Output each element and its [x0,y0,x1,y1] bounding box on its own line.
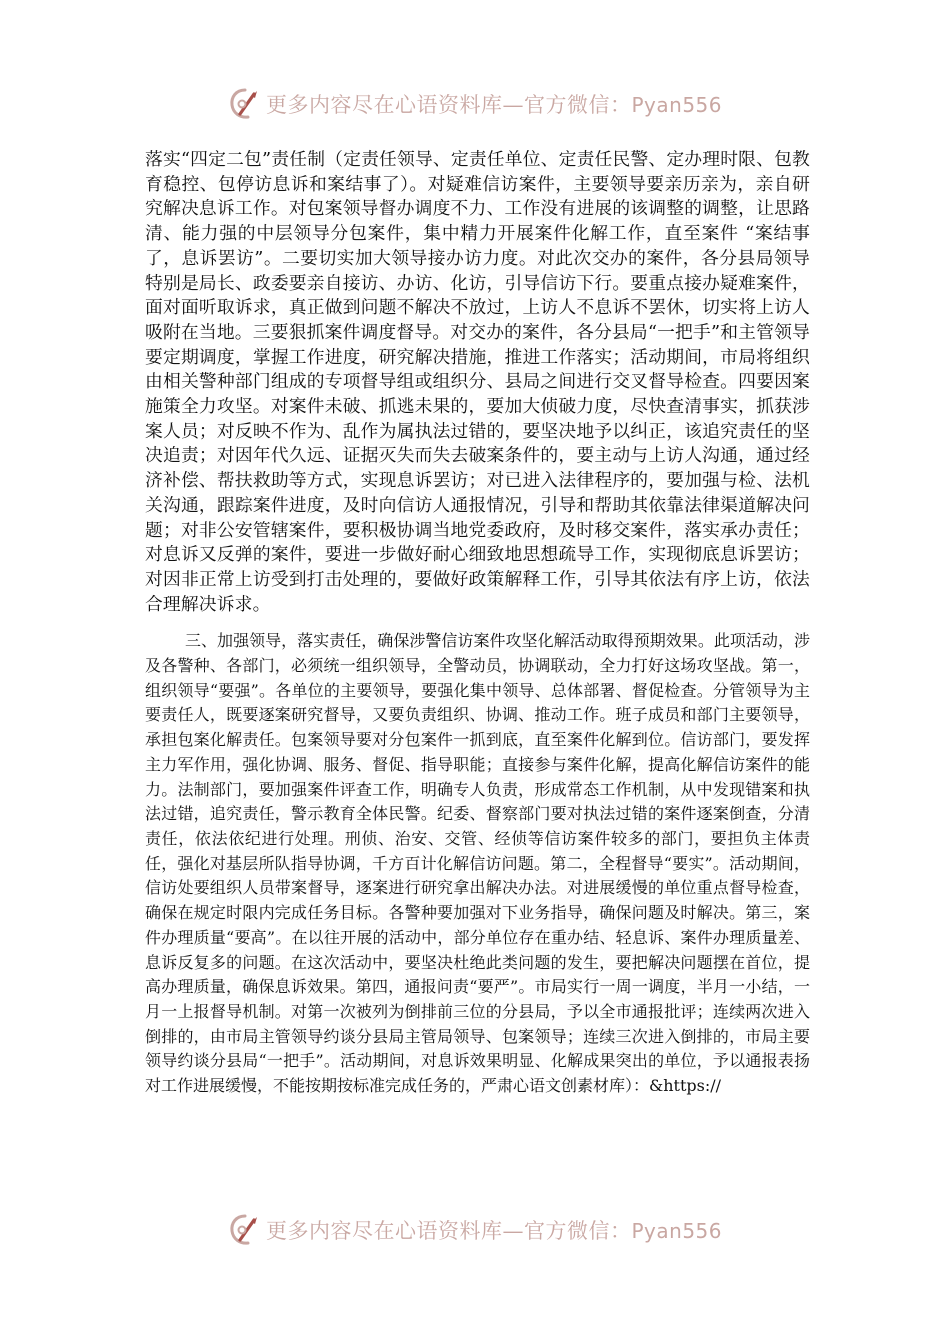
watermark-text: 更多内容尽在心语资料库—官方微信： [266,1219,632,1243]
document-body [145,148,810,1099]
watermark-header [228,84,748,124]
brand-logo-icon [228,87,262,121]
watermark-text: 更多内容尽在心语资料库—官方微信： [266,93,632,117]
paragraph-2: 三、加强领导，落实责任，确保涉警信访案件攻坚化解活动取得预期效果。此项活动，涉及各警种、各部门，必须统一组织领导，全警动员，协调联动，全力打好这场攻坚战。第一，组织领导“要强”。各单位的主要领导，要强化集中领导、总体部署、督促检查。分管领导为主要责任人，既要逐案研究督导，又要负责组织、协调、推动工作。班子成员和部门主要领导，承担包案化解责任。包案领导要对分包案件一抓到底，直至案件化解到位。信访部门，要发挥主力军作用，强化协调、服务、督促、指导职能；直接参与案件化解，提高化解信访案件的能力。法制部门，要加强案件评查工作，明确专人负责，形成常态工作机制，从中发现错案和执法过错，追究责任，警示教育全体民警。纪委、督察部门要对执法过错的案件逐案倒查，分清责任，依法依纪进行处理。刑侦、治安、交管、经侦等信访案件较多的部门，要担负主体责任，强化对基层所队指导协调，千方百计化解信访问题。第二，全程督导“要实”。活动期间，信访处要组织人员带案督导，逐案进行研究拿出解决办法。对进展缓慢的单位重点督导检查，确保在规定时限内完成任务目标。各警种要加强对下业务指导，确保问题及时解决。第三，案件办理质量“要高”。在以往开展的活动中，部分单位存在重办结、轻息诉、案件办理质量差、息诉反复多的问题。在这次活动中，要坚决杜绝此类问题的发生，要把解决问题摆在首位，提高办理质量，确保息诉效果。第四，通报问责“要严”。市局实行一周一调度，半月一小结，一月一上报督导机制。对第一次被列为倒排前三位的分县局，予以全市通报批评；连续两次进入倒排的，由市局主管领导约谈分县局主管局领导、包案领导；连续三次进入倒排的，市局主要领导约谈分县局“一把手”。活动期间，对息诉效果明显、化解成果突出的单位，予以通报表扬对工作进展缓慢，不能按期按标准完成任务的，严肃心语文创素材库）：&https:// [145,631,810,1096]
watermark-label [266,1215,722,1245]
watermark-handle: Pyan556 [631,93,723,117]
watermark-footer [228,1210,748,1250]
brand-logo-icon [228,1213,262,1247]
watermark-handle: Pyan556 [631,1219,723,1243]
watermark-label [266,89,722,119]
paragraph-1: 落实“四定二包”责任制（定责任领导、定责任单位、定责任民警、定办理时限、包教育稳控、包停访息诉和案结事了）。对疑难信访案件，主要领导要亲历亲为，亲自研究解决息诉工作。对包案领导督办调度不力、工作没有进展的该调整的调整，让思路清、能力强的中层领导分包案件，集中精力开展案件化解工作，直至案件 “案结事了，息诉罢访”。二要切实加大领导接办访力度。对此次交办的案件，各分县局领导特别是局长、政委要亲自接访、办访、化访，引导信访下行。要重点接办疑难案件，面对面听取诉求，真正做到问题不解决不放过，上访人不息诉不罢休，切实将上访人吸附在当地。三要狠抓案件调度督导。对交办的案件，各分县局“一把手”和主管领导要定期调度，掌握工作进度，研究解决措施，推进工作落实；活动期间，市局将组织由相关警种部门组成的专项督导组或组织分、县局之间进行交叉督导检查。四要因案施策全力攻坚。对案件未破、抓逃未果的，要加大侦破力度，尽快查清事实，抓获涉案人员；对反映不作为、乱作为属执法过错的，要坚决地予以纠正，该追究责任的坚决追责；对因年代久远、证据灭失而失去破案条件的，要主动与上访人沟通，通过经济补偿、帮扶救助等方式，实现息诉罢访；对已进入法律程序的，要加强与检、法机关沟通，跟踪案件进度，及时向信访人通报情况，引导和帮助其依靠法律渠道解决问题；对非公安管辖案件，要积极协调当地党委政府，及时移交案件，落实承办责任；对息诉又反弹的案件，要进一步做好耐心细致地思想疏导工作，实现彻底息诉罢访；对因非正常上访受到打击处理的，要做好政策解释工作，引导其依法有序上访，依法合理解决诉求。 [145,149,810,615]
